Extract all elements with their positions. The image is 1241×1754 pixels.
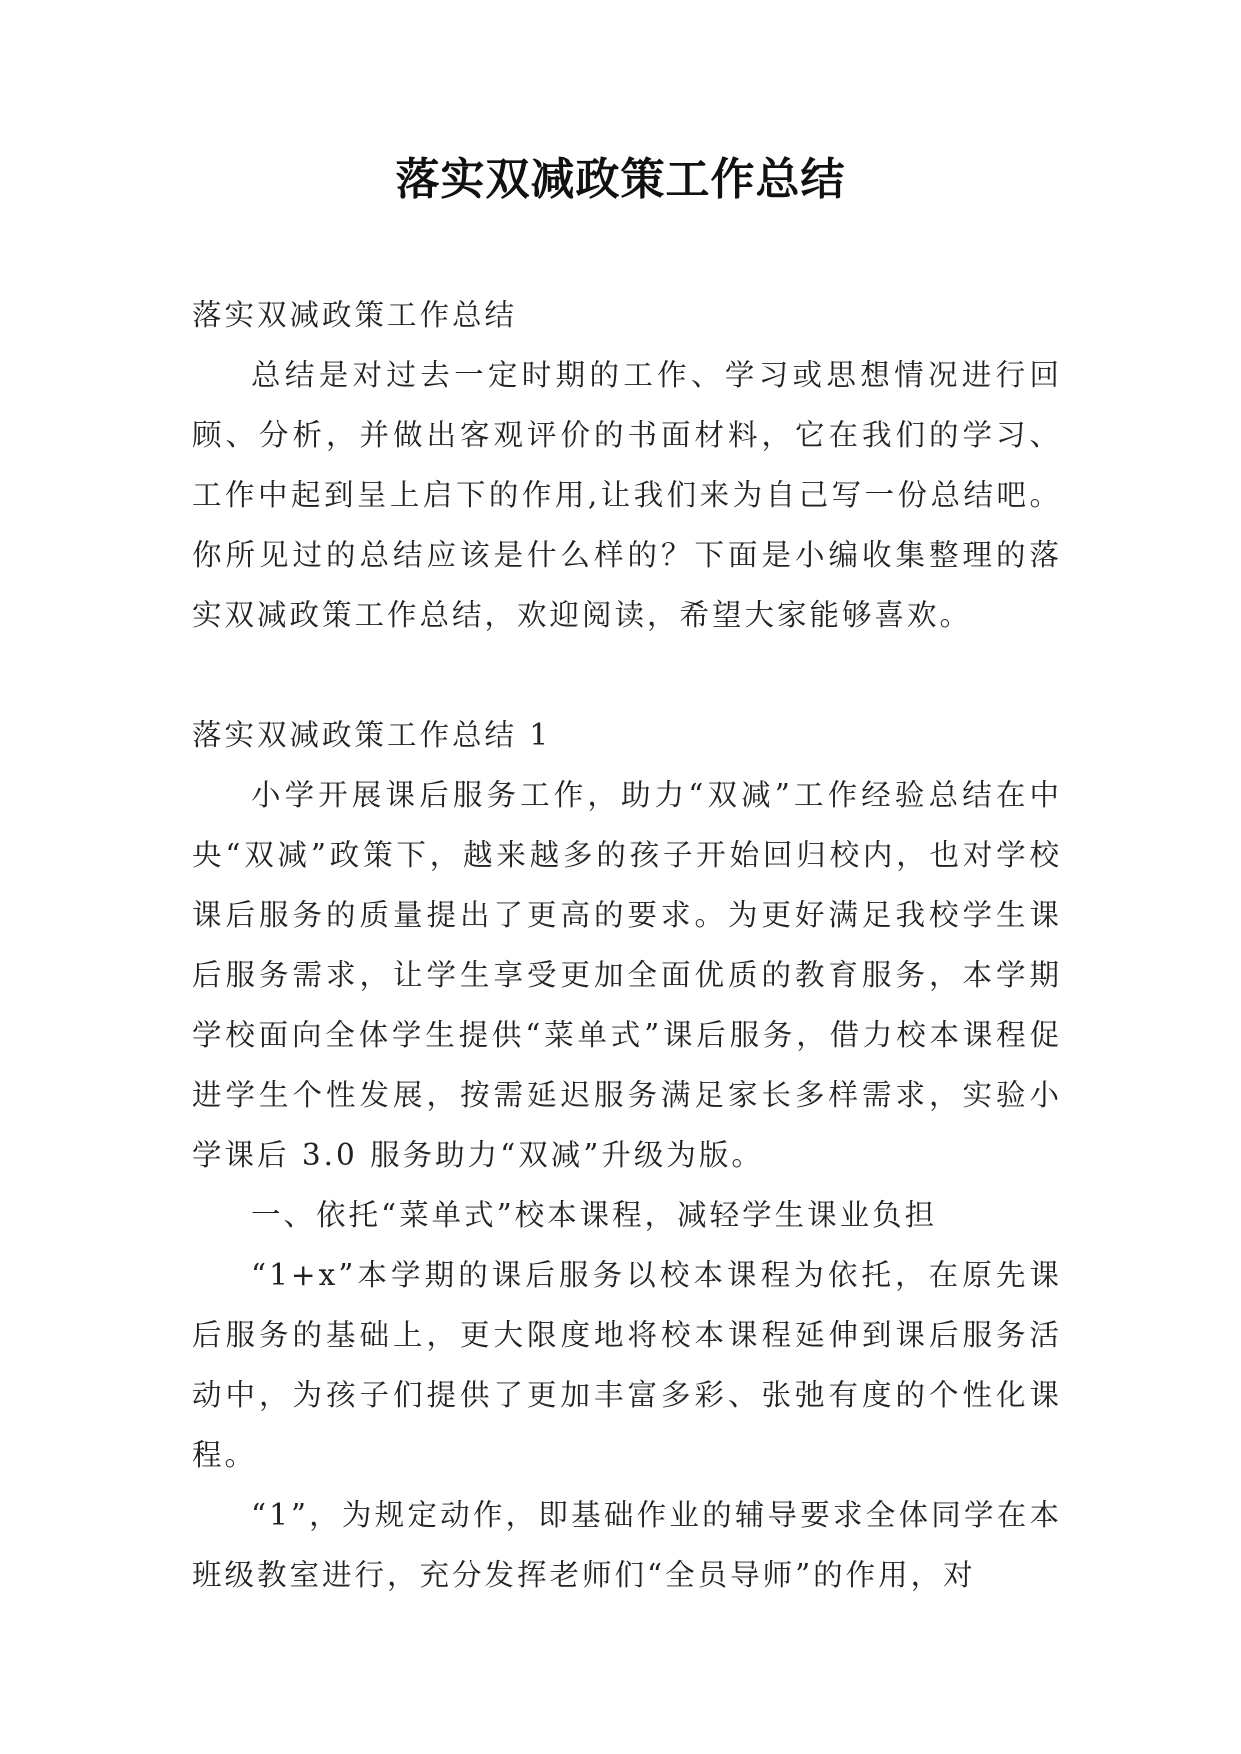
section-1-paragraph: “1”，为规定动作，即基础作业的辅导要求全体同学在本班级教室进行，充分发挥老师们“全员导师”的作用，对 — [192, 1498, 1062, 1592]
document-title: 落实双减政策工作总结 — [395, 154, 846, 205]
document-body — [192, 285, 1062, 1605]
intro-paragraph: 总结是对过去一定时期的工作、学习或思想情况进行回顾、分析，并做出客观评价的书面材料，它在我们的学习、工作中起到呈上启下的作用,让我们来为自己写一份总结吧。你所见过的总结应该是什么样的？下面是小编收集整理的落实双减政策工作总结，欢迎阅读，希望大家能够喜欢。 — [192, 358, 1062, 632]
section-1-paragraph: “1+x”本学期的课后服务以校本课程为依托，在原先课后服务的基础上，更大限度地将校本课程延伸到课后服务活动中，为孩子们提供了更加丰富多彩、张弛有度的个性化课程。 — [192, 1258, 1062, 1472]
subheading-1: 一、依托“菜单式”校本课程，减轻学生课业负担 — [251, 1198, 938, 1232]
section-1-paragraph: 小学开展课后服务工作，助力“双减”工作经验总结在中央“双减”政策下，越来越多的孩子开始回归校内，也对学校课后服务的质量提出了更高的要求。为更好满足我校学生课后服务需求，让学生享受更加全面优质的教育服务，本学期学校面向全体学生提供“菜单式”课后服务，借力校本课程促进学生个性发展，按需延迟服务满足家长多样需求，实验小学课后 3.0 服务助力“双减”升级为版。 — [192, 778, 1062, 1172]
section-1-heading: 落实双减政策工作总结 1 — [192, 718, 552, 752]
intro-heading: 落实双减政策工作总结 — [192, 298, 518, 332]
section-spacer — [192, 645, 1062, 705]
